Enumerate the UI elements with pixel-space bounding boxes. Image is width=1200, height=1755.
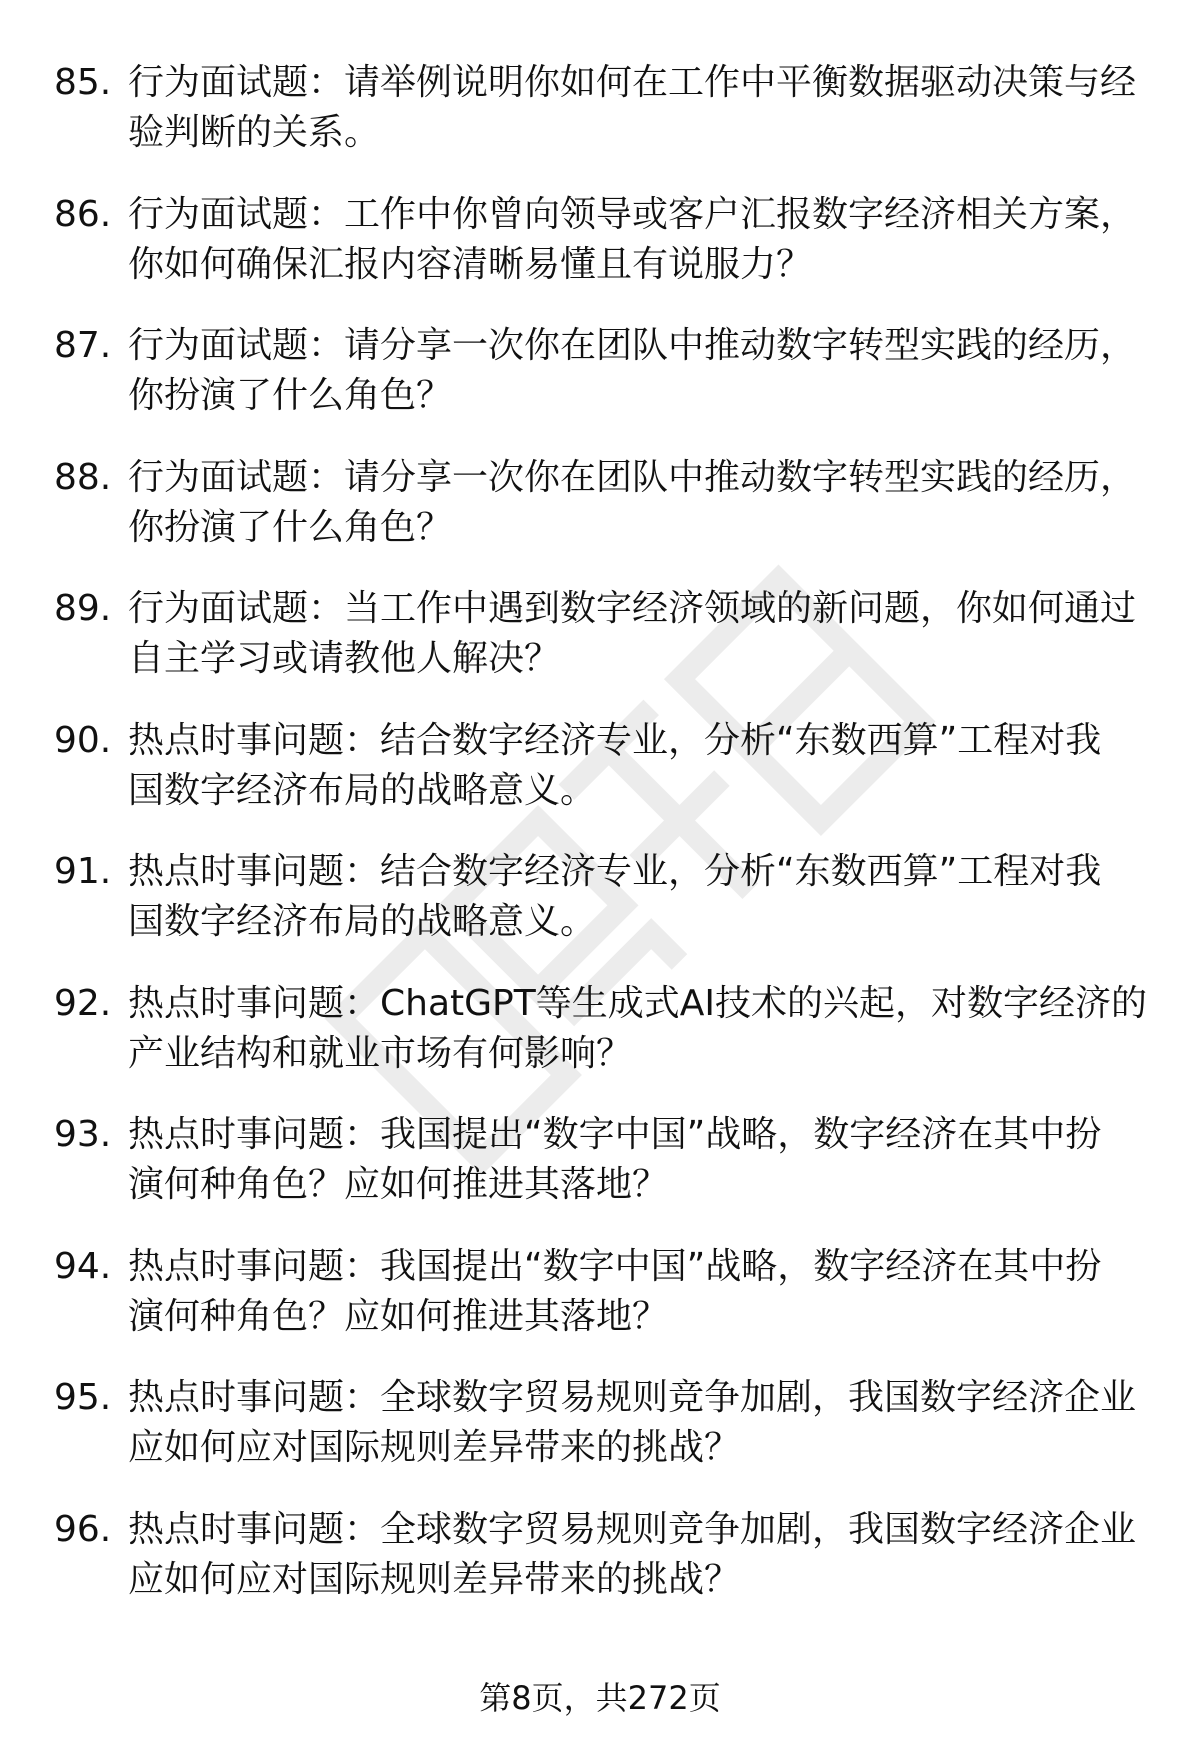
question-text: 热点时事问题：结合数字经济专业，分析“东数西算”工程对我 国数字经济布局的战略意义。 — [128, 851, 1102, 942]
question-number: 95. — [54, 1377, 112, 1418]
question-item — [0, 190, 1200, 322]
question-item — [0, 847, 1200, 979]
question-item — [0, 716, 1200, 848]
question-number: 90. — [54, 719, 112, 761]
question-item — [0, 321, 1200, 453]
question-text: 行为面试题：请分享一次你在团队中推动数字转型实践的经历， 你扮演了什么角色？ — [128, 456, 1137, 548]
question-text: 行为面试题：请举例说明你如何在工作中平衡数据驱动决策与经 验判断的关系。 — [128, 62, 1137, 153]
question-item — [0, 979, 1200, 1111]
question-text: 行为面试题：请分享一次你在团队中推动数字转型实践的经历， 你扮演了什么角色？ — [128, 325, 1137, 416]
question-number: 89. — [54, 588, 112, 629]
question-item — [0, 1242, 1200, 1374]
question-number: 86. — [54, 193, 112, 235]
question-item — [0, 453, 1200, 585]
question-text: 热点时事问题：全球数字贸易规则竞争加剧，我国数字经济企业 应如何应对国际规则差异带来的挑战？ — [128, 1508, 1137, 1600]
question-text: 热点时事问题：全球数字贸易规则竞争加剧，我国数字经济企业 应如何应对国际规则差异带来的挑战？ — [128, 1377, 1137, 1468]
page-footer: 第8页，共272页 — [479, 1679, 721, 1717]
question-list — [0, 58, 1200, 1636]
question-item — [0, 1373, 1200, 1505]
question-item — [0, 584, 1200, 716]
question-number: 94. — [54, 1245, 112, 1287]
question-text: 热点时事问题：结合数字经济专业，分析“东数西算”工程对我 国数字经济布局的战略意义。 — [128, 719, 1102, 811]
question-item — [0, 1110, 1200, 1242]
question-text: 行为面试题：当工作中遇到数字经济领域的新问题，你如何通过 自主学习或请教他人解决？ — [128, 588, 1137, 679]
question-text: 热点时事问题：ChatGPT等生成式AI技术的兴起，对数字经济的 产业结构和就业市场有何影响？ — [128, 982, 1147, 1074]
question-text: 热点时事问题：我国提出“数字中国”战略，数字经济在其中扮 演何种角色？应如何推进其落地？ — [128, 1114, 1102, 1205]
question-item — [0, 58, 1200, 190]
question-number: 85. — [54, 62, 112, 103]
question-number: 88. — [54, 456, 112, 498]
question-text: 热点时事问题：我国提出“数字中国”战略，数字经济在其中扮 演何种角色？应如何推进其落地？ — [128, 1245, 1102, 1337]
question-number: 87. — [54, 325, 112, 366]
question-item — [0, 1505, 1200, 1637]
question-number: 92. — [54, 982, 112, 1024]
question-text: 行为面试题：工作中你曾向领导或客户汇报数字经济相关方案， 你如何确保汇报内容清晰易懂且有说服力？ — [128, 193, 1137, 285]
question-number: 96. — [54, 1508, 112, 1550]
question-number: 91. — [54, 851, 112, 892]
question-number: 93. — [54, 1114, 112, 1155]
